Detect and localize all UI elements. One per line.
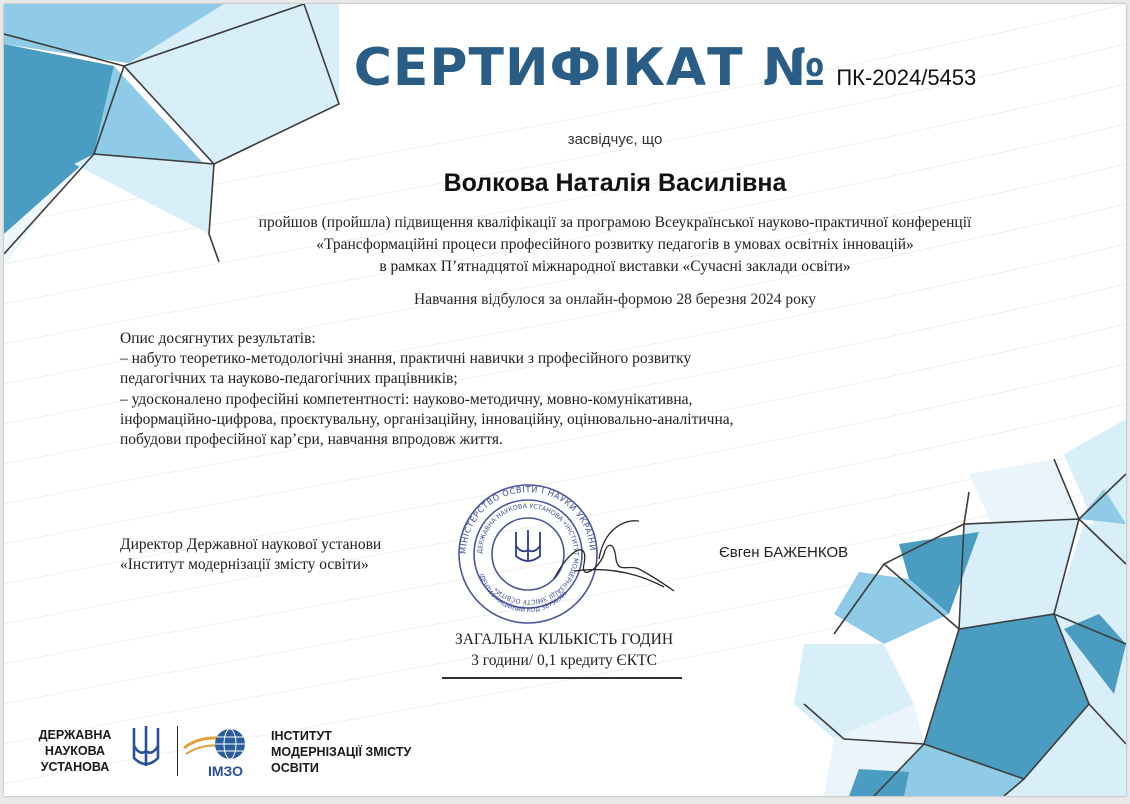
hours-label: ЗАГАЛЬНА КІЛЬКІСТЬ ГОДИН: [454, 631, 674, 648]
certifies-text: засвідчує, що: [567, 131, 663, 148]
logo-line: ОСВІТИ: [271, 761, 319, 775]
trident-icon: [130, 724, 162, 774]
hours-underline: [442, 677, 682, 679]
state-institution-logo: [26, 724, 176, 780]
logo-line: ІНСТИТУТ: [271, 729, 332, 743]
logo-line: ДЕРЖАВНА: [38, 728, 112, 742]
logo-line: НАУКОВА: [44, 744, 106, 758]
globe-icon: [182, 726, 262, 778]
recipient-name: Волкова Наталія Василівна: [443, 169, 787, 197]
results-line: – удосконалено професійні компетентності: науково-методичну, мовно-комунікативна,: [120, 390, 693, 408]
results-line: інформаційно-цифрова, проєктувальну, організаційну, інноваційну, оцінювально-аналітична,: [120, 410, 734, 428]
title-row: [4, 38, 1126, 98]
program-line: в рамках П’ятнадцятої міжнародної виставки «Сучасні заклади освіти»: [379, 258, 851, 275]
seal-inner-text: ДЕРЖАВНА НАУКОВА УСТАНОВА «ІНСТИТУТ МОДЕРНІЗАЦІЇ ЗМІСТУ ОСВІТИ»: [475, 501, 581, 607]
logo-divider: [177, 726, 178, 776]
imzo-abbreviation: ІМЗО: [208, 763, 244, 778]
certificate-number: ПК-2024/5453: [836, 65, 977, 90]
hours-value: 3 години/ 0,1 кредиту ЄКТС: [471, 652, 657, 669]
seal-code-text: ІДЕНТИФІКАЦІЙНИЙ КОД 38736385: [477, 573, 569, 615]
director-line: Директор Державної наукової установи: [120, 536, 382, 553]
certificate-title: СЕРТИФІКАТ №: [353, 38, 827, 98]
results-line: педагогічних та науково-педагогічних працівників;: [120, 370, 458, 388]
program-line: «Трансформаційні процеси професійного розвитку педагогів в умовах освітніх інновацій»: [316, 236, 914, 253]
results-description: [120, 329, 734, 450]
certificate: [4, 4, 1126, 796]
results-line: Опис досягнутих результатів:: [120, 330, 316, 347]
seal-outer-text: МІНІСТЕРСТВО ОСВІТИ І НАУКИ УКРАЇНИ: [457, 483, 598, 555]
state-institution-name: [26, 727, 124, 775]
logo-line: УСТАНОВА: [40, 760, 110, 774]
director-line: «Інститут модернізації змісту освіти»: [120, 556, 369, 573]
study-info: Навчання відбулося за онлайн-формою 28 березня 2024 року: [414, 291, 816, 308]
signature: [544, 509, 684, 599]
program-line: пройшов (пройшла) підвищення кваліфікації за програмою Всеукраїнської науково-практичної конференції: [258, 214, 972, 231]
director-title: [120, 535, 381, 575]
results-line: побудови професійної кар’єри, навчання впродовж життя.: [120, 431, 503, 449]
signer-name: Євген БАЖЕНКОВ: [719, 544, 849, 561]
logo-line: МОДЕРНІЗАЦІЇ ЗМІСТУ: [271, 745, 412, 759]
results-line: – набуто теоретико-методологічні знання, практичні навички з професійного розвитку: [120, 350, 692, 368]
institute-name: [271, 728, 411, 776]
seal-trident-icon: [516, 530, 540, 561]
